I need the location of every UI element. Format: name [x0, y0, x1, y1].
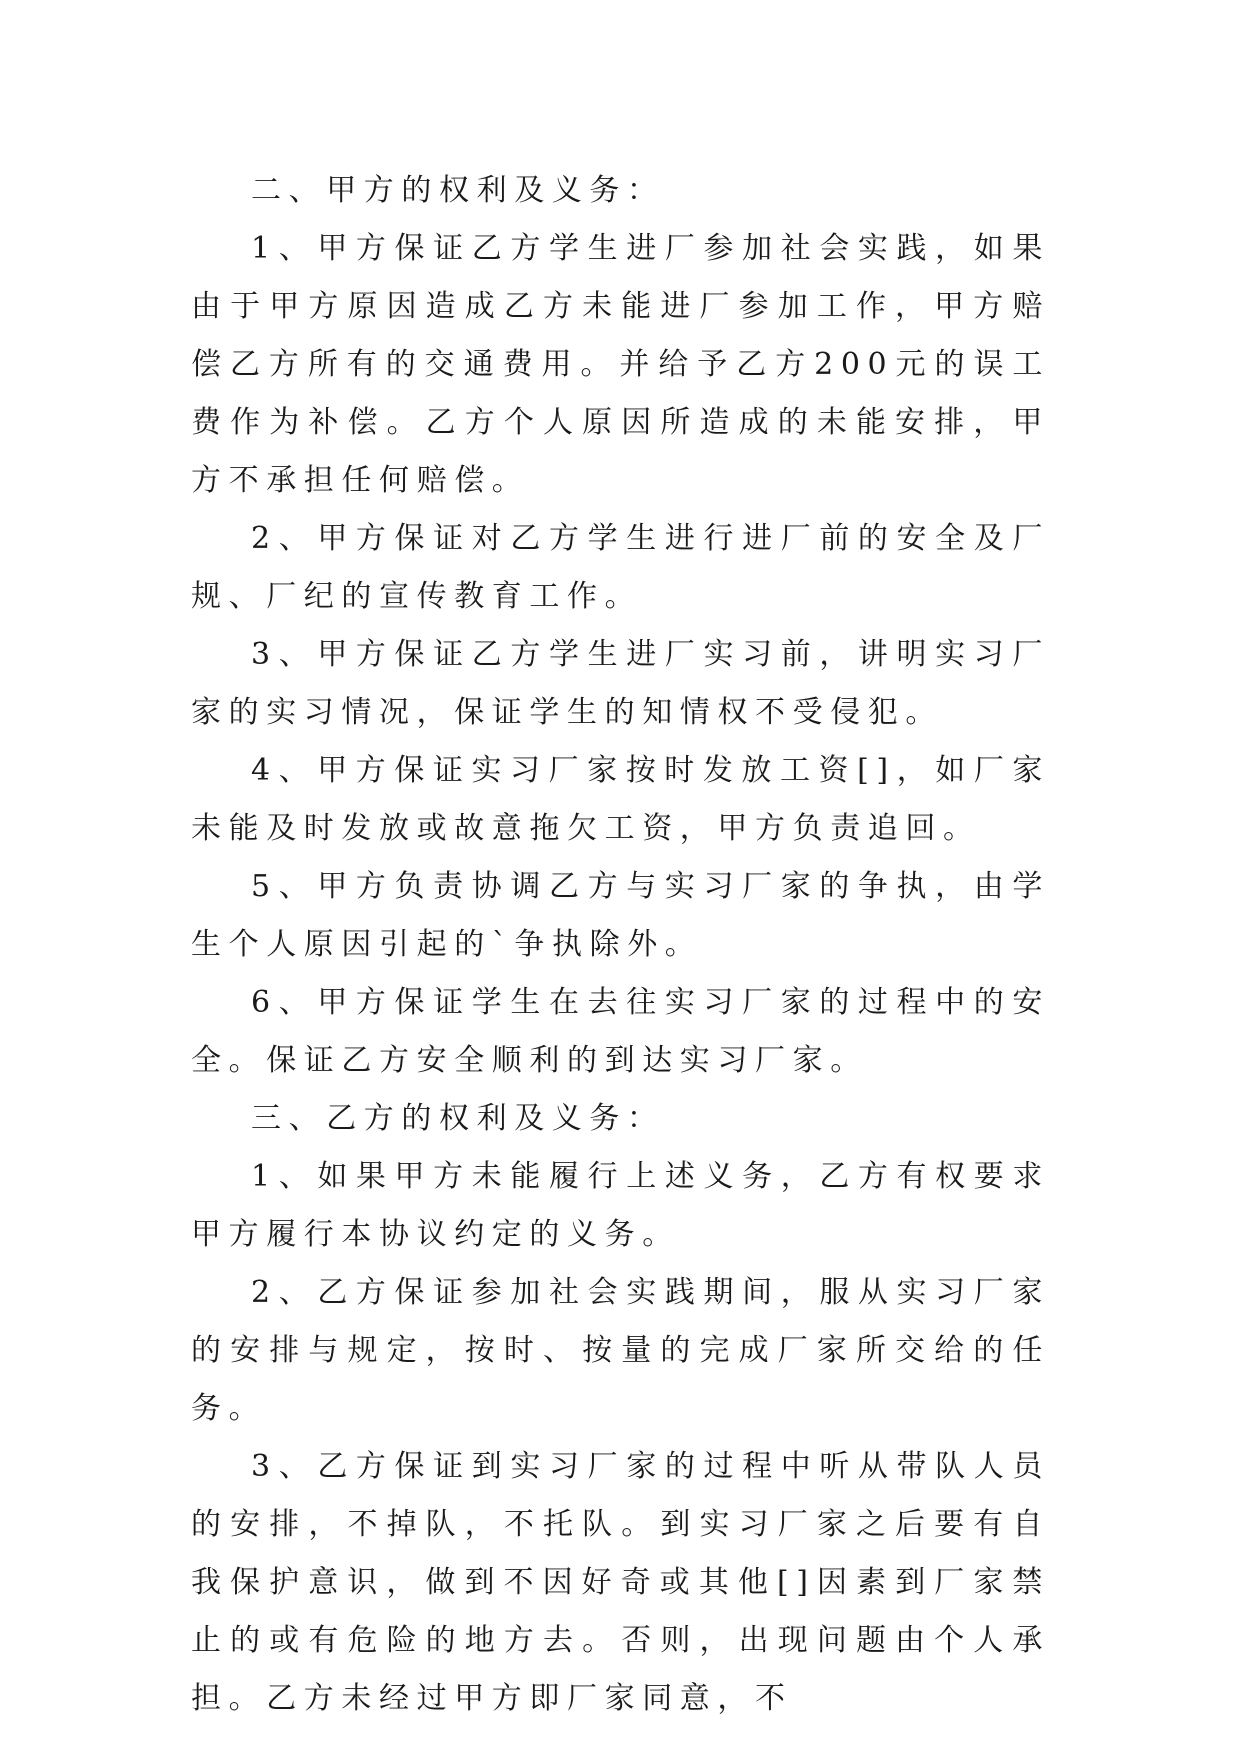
- clause-a-5: 5、甲方负责协调乙方与实习厂家的争执，由学生个人原因引起的`争执除外。: [191, 869, 1050, 962]
- clause-b-2: 2、乙方保证参加社会实践期间，服从实习厂家的安排与规定，按时、按量的完成厂家所交给的任务。: [191, 1275, 1050, 1426]
- clause-b-3: 3、乙方保证到实习厂家的过程中听从带队人员的安排，不掉队，不托队。到实习厂家之后要有自我保护意识，做到不因好奇或其他[]因素到厂家禁止的或有危险的地方去。否则，出现问题由个人承担。乙方未经过甲方即厂家同意，不: [191, 1449, 1050, 1716]
- document-body: [191, 162, 1050, 1728]
- clause-a-3: 3、甲方保证乙方学生进厂实习前，讲明实习厂家的实习情况，保证学生的知情权不受侵犯。: [191, 637, 1050, 730]
- clause-a-4: 4、甲方保证实习厂家按时发放工资[]，如厂家未能及时发放或故意拖欠工资，甲方负责追回。: [191, 753, 1050, 846]
- clause-a-1: 1、甲方保证乙方学生进厂参加社会实践，如果由于甲方原因造成乙方未能进厂参加工作，甲方赔偿乙方所有的交通费用。并给予乙方200元的误工费作为补偿。乙方个人原因所造成的未能安排，甲方不承担任何赔偿。: [191, 231, 1050, 498]
- clause-a-6: 6、甲方保证学生在去往实习厂家的过程中的安全。保证乙方安全顺利的到达实习厂家。: [191, 985, 1050, 1078]
- section-heading-party-a: 二、甲方的权利及义务：: [251, 173, 665, 208]
- clause-b-1: 1、如果甲方未能履行上述义务，乙方有权要求甲方履行本协议约定的义务。: [191, 1159, 1050, 1252]
- clause-a-2: 2、甲方保证对乙方学生进行进厂前的安全及厂规、厂纪的宣传教育工作。: [191, 521, 1050, 614]
- section-heading-party-b: 三、乙方的权利及义务：: [251, 1101, 665, 1136]
